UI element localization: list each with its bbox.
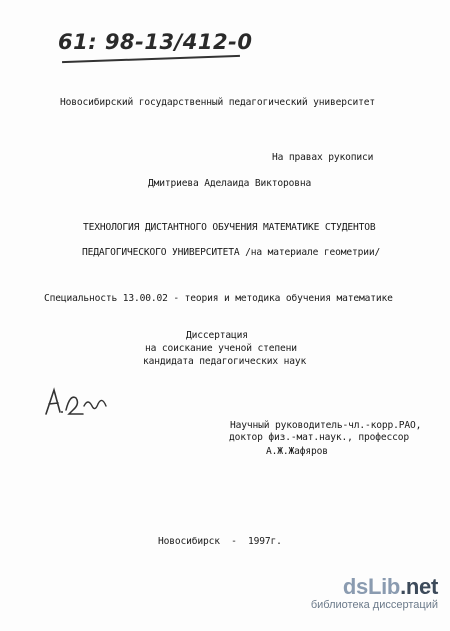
- logo-part-1: dsLib: [342, 574, 401, 599]
- thesis-title-line-2: ПЕДАГОГИЧЕСКОГО УНИВЕРСИТЕТА /на материале геометрии/: [82, 247, 381, 258]
- dslib-subtitle: библиотека диссертаций: [310, 599, 438, 611]
- dslib-logo: [311, 576, 438, 598]
- supervisor-line-2: доктор физ.-мат.наук., профессор: [229, 432, 410, 443]
- author-name: Дмитриева Аделаида Викторовна: [148, 178, 312, 189]
- manuscript-rights: На правах рукописи: [272, 152, 374, 163]
- city-year: Новосибирск - 1997г.: [158, 536, 282, 547]
- archive-mark-underline: [62, 55, 240, 63]
- supervisor-line-1: Научный руководитель-чл.-корр.РАО,: [230, 420, 422, 431]
- specialty: Специальность 13.00.02 - теория и методика обучения математике: [44, 293, 393, 304]
- degree-line-2: кандидата педагогических наук: [143, 356, 307, 367]
- supervisor-name: А.Ж.Жафяров: [266, 446, 328, 457]
- thesis-type: Диссертация: [186, 330, 248, 341]
- university-name: Новосибирский государственный педагогический университет: [60, 97, 376, 108]
- handwritten-signature: [40, 384, 112, 418]
- dslib-watermark: [311, 576, 438, 611]
- thesis-title-line-1: ТЕХНОЛОГИЯ ДИСТАНТНОГО ОБУЧЕНИЯ МАТЕМАТИКЕ СТУДЕНТОВ: [83, 222, 376, 233]
- archive-handwritten-mark: 61: 98-13/412-0: [58, 30, 253, 54]
- degree-line-1: на соискание ученой степени: [145, 343, 297, 354]
- logo-part-2: .net: [400, 574, 438, 599]
